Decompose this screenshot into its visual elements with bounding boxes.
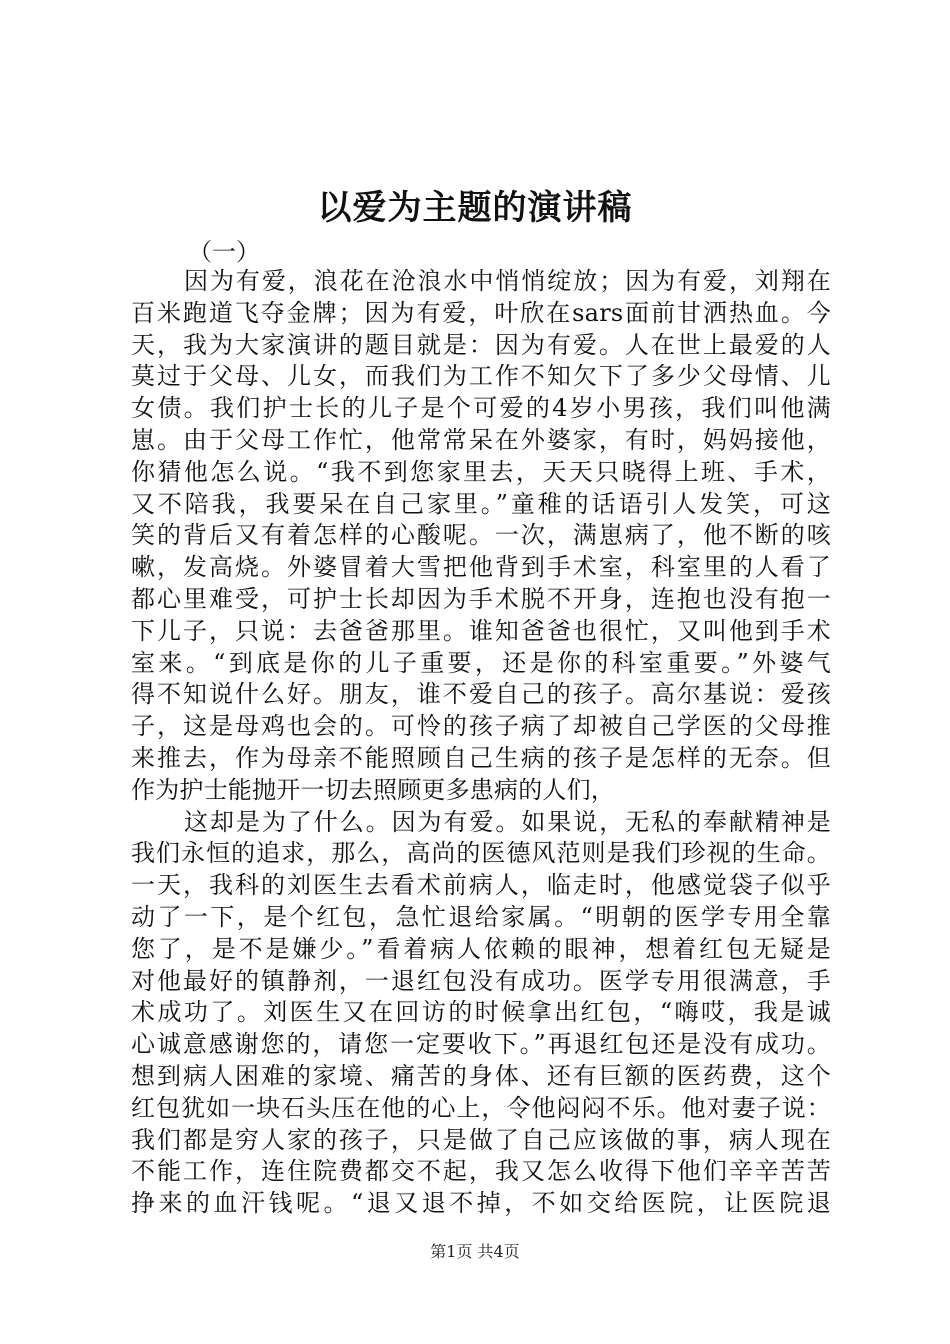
- document-title: 以爱为主题的演讲稿: [317, 188, 633, 228]
- text-line: 笑的背后又有着怎样的心酸呢。一次，满崽病了，他不断的咳: [131, 521, 831, 550]
- text-line: 嗽，发高烧。外婆冒着大雪把他背到手术室，科室里的人看了: [131, 553, 831, 582]
- text-line: 这却是为了什么。因为有爱。如果说，无私的奉献精神是: [184, 807, 831, 836]
- text-line: 得不知说什么好。朋友，谁不爱自己的孩子。高尔基说：爱孩: [131, 680, 831, 709]
- text-line: 百米跑道飞夺金牌；因为有爱，叶欣在sars面前甘洒热血。今: [131, 298, 831, 327]
- body-text: [131, 266, 831, 1220]
- text-line: 红包犹如一块石头压在他的心上，令他闷闷不乐。他对妻子说：: [131, 1093, 831, 1122]
- text-line: 我们都是穷人家的孩子，只是做了自己应该做的事，病人现在: [131, 1125, 831, 1154]
- section-label: （一）: [188, 238, 260, 266]
- text-line: 子，这是母鸡也会的。可怜的孩子病了却被自己学医的父母推: [131, 712, 831, 741]
- text-line: 想到病人困难的家境、痛苦的身体、还有巨额的医药费，这个: [131, 1061, 831, 1090]
- text-line: 对他最好的镇静剂，一退红包没有成功。医学专用很满意，手: [131, 966, 831, 995]
- text-line: 动了一下，是个红包，急忙退给家属。“明朝的医学专用全靠: [131, 902, 831, 931]
- text-line: 都心里难受，可护士长却因为手术脱不开身，连抱也没有抱一: [131, 584, 831, 613]
- text-line: 您了，是不是嫌少。”看着病人依赖的眼神，想着红包无疑是: [131, 934, 831, 963]
- text-line: 挣来的血汗钱呢。“退又退不掉，不如交给医院，让医院退: [131, 1189, 831, 1218]
- text-line: 又不陪我，我要呆在自己家里。”童稚的话语引人发笑，可这: [131, 489, 831, 518]
- text-line: 我们永恒的追求，那么，高尚的医德风范则是我们珍视的生命。: [131, 839, 831, 868]
- text-line: 你猜他怎么说。“我不到您家里去，天天只晓得上班、手术，: [131, 457, 831, 486]
- text-line: 女债。我们护士长的儿子是个可爱的4岁小男孩，我们叫他满: [131, 394, 831, 423]
- text-line: 心诚意感谢您的，请您一定要收下。”再退红包还是没有成功。: [131, 1030, 831, 1059]
- text-line: 室来。“到底是你的儿子重要，还是你的科室重要。”外婆气: [131, 648, 831, 677]
- text-line: 不能工作，连住院费都交不起，我又怎么收得下他们辛辛苦苦: [131, 1157, 831, 1186]
- text-line: 术成功了。刘医生又在回访的时候拿出红包，“嗨哎，我是诚: [131, 998, 831, 1027]
- text-line: 崽。由于父母工作忙，他常常呆在外婆家，有时，妈妈接他，: [131, 425, 831, 454]
- text-line: 因为有爱，浪花在沧浪水中悄悄绽放；因为有爱，刘翔在: [184, 267, 831, 295]
- text-line: 一天，我科的刘医生去看术前病人，临走时，他感觉袋子似乎: [131, 871, 831, 900]
- text-line: 作为护士能抛开一切去照顾更多患病的人们，: [131, 775, 615, 804]
- text-line: 下儿子，只说：去爸爸那里。谁知爸爸也很忙，又叫他到手术: [131, 616, 831, 645]
- text-line: 天，我为大家演讲的题目就是：因为有爱。人在世上最爱的人: [131, 330, 831, 359]
- text-line: 莫过于父母、儿女，而我们为工作不知欠下了多少父母情、儿: [131, 362, 831, 391]
- page-footer: 第1页 共4页: [430, 1242, 520, 1261]
- text-line: 来推去，作为母亲不能照顾自己生病的孩子是怎样的无奈。但: [131, 743, 831, 772]
